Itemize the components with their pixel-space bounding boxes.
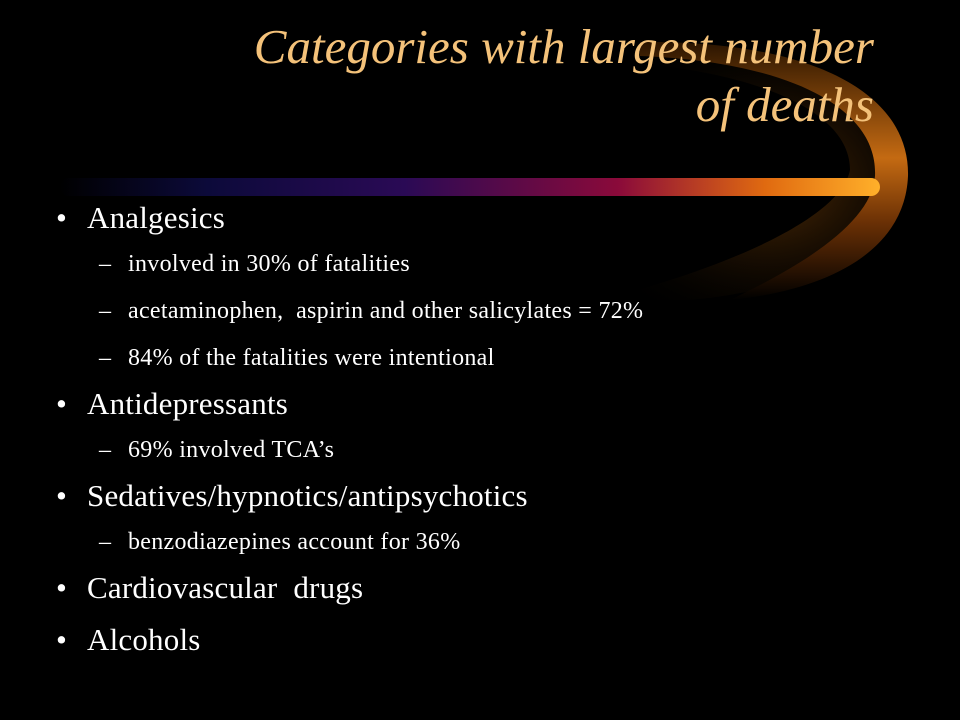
slide-title: [114, 18, 874, 134]
bullet-item-sedatives: [56, 478, 936, 556]
bullet-glyph: •: [56, 478, 68, 513]
sub-bullet-item: [56, 344, 936, 372]
sub-bullet-list: [56, 250, 936, 372]
bullet-item-cardiovascular: [56, 570, 936, 606]
bullet-list: [56, 200, 936, 670]
sub-bullet-list: [56, 528, 936, 556]
bullet-label: Sedatives/hypnotics/antipsychotics: [87, 478, 528, 513]
bullet-item-alcohols: [56, 622, 936, 658]
sub-bullet-label: involved in 30% of fatalities: [128, 251, 410, 277]
bullet-label: Cardiovascular drugs: [87, 570, 364, 605]
dash-glyph: –: [99, 298, 112, 324]
slide-title-line-2: of deaths: [695, 77, 874, 132]
sub-bullet-item: [56, 250, 936, 278]
dash-glyph: –: [99, 529, 112, 555]
sub-bullet-label: benzodiazepines account for 36%: [128, 529, 461, 555]
bullet-label: Antidepressants: [87, 386, 289, 421]
sub-bullet-item: [56, 528, 936, 556]
bullet-item-analgesics: [56, 200, 936, 372]
bullet-glyph: •: [56, 386, 68, 421]
sub-bullet-label: 69% involved TCA’s: [128, 437, 335, 463]
dash-glyph: –: [99, 251, 112, 277]
bullet-label: Analgesics: [87, 200, 226, 235]
sub-bullet-label: acetaminophen, aspirin and other salicylates = 72%: [128, 298, 644, 324]
sub-bullet-label: 84% of the fatalities were intentional: [128, 345, 495, 371]
sub-bullet-list: [56, 436, 936, 464]
swoosh-bar: [60, 178, 880, 196]
dash-glyph: –: [99, 437, 112, 463]
sub-bullet-item: [56, 436, 936, 464]
bullet-glyph: •: [56, 622, 68, 657]
slide-title-line-1: Categories with largest number: [253, 19, 874, 74]
bullet-item-antidepressants: [56, 386, 936, 464]
sub-bullet-item: [56, 297, 936, 325]
dash-glyph: –: [99, 345, 112, 371]
bullet-label: Alcohols: [87, 622, 201, 657]
bullet-glyph: •: [56, 570, 68, 605]
bullet-glyph: •: [56, 200, 68, 235]
